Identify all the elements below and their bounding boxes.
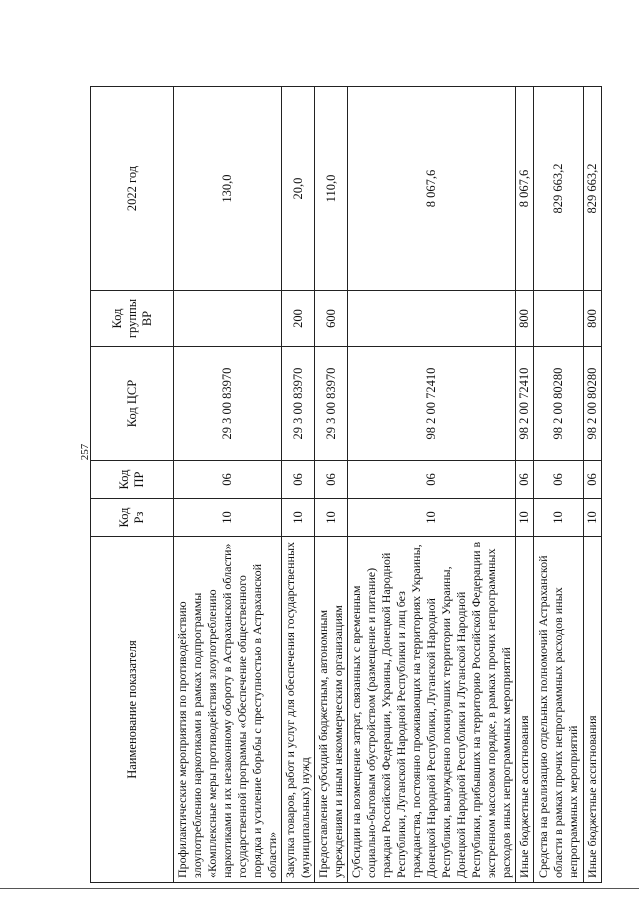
row-rz: 10: [584, 499, 602, 537]
row-csr: 29 3 00 83970: [282, 347, 315, 461]
row-pr: 06: [516, 461, 534, 499]
row-pr: 06: [174, 461, 282, 499]
row-value: 110,0: [315, 87, 348, 291]
table-row: [348, 87, 516, 883]
row-pr: 06: [348, 461, 516, 499]
header-rz: Код Рз: [91, 499, 174, 537]
row-value: 829 663,2: [584, 87, 602, 291]
row-csr: 98 2 00 72410: [348, 347, 516, 461]
row-vr: [174, 291, 282, 347]
row-vr: 600: [315, 291, 348, 347]
row-csr: 29 3 00 83970: [174, 347, 282, 461]
row-name: Иные бюджетные ассигнования: [516, 537, 534, 883]
page-number: 257: [79, 443, 91, 461]
row-vr: 200: [282, 291, 315, 347]
header-row: [91, 87, 174, 883]
table-row: [584, 87, 602, 883]
header-year: 2022 год: [91, 87, 174, 291]
header-vr: Код группы ВР: [91, 291, 174, 347]
table-row: [174, 87, 282, 883]
row-name: Субсидии на возмещение затрат, связанных с временным социально-бытовым обустройством (размещение и питание) граждан Российской Федерации, Украины, Донецкой Народной Республики, Луганской Народной Республики и лиц без гражданства, постоянно проживающих на территориях Украины, Донецкой Народной Республики, Луганской Народной Республики, вынужденно покинувших территории Украины, Донецкой Народной Республики и Луганской Народной Республики, прибывших на территорию Российской Федерации в экстренном массовом порядке, в рамках прочих непрограммных расходов иных непрограммных мероприятий: [348, 537, 516, 883]
rotated-table-container: [90, 87, 599, 883]
row-value: 20,0: [282, 87, 315, 291]
row-value: 130,0: [174, 87, 282, 291]
row-rz: 10: [282, 499, 315, 537]
row-rz: 10: [516, 499, 534, 537]
table-row: [516, 87, 534, 883]
header-name: Наименование показателя: [91, 537, 174, 883]
row-csr: 98 2 00 80280: [534, 347, 584, 461]
row-vr: 800: [584, 291, 602, 347]
row-rz: 10: [315, 499, 348, 537]
row-name: Закупка товаров, работ и услуг для обеспечения государственных (муниципальных) нужд: [282, 537, 315, 883]
row-name: Предоставление субсидий бюджетным, автономным учреждениям и иным некоммерческим организациям: [315, 537, 348, 883]
row-pr: 06: [534, 461, 584, 499]
row-vr: [534, 291, 584, 347]
row-value: 8 067,6: [516, 87, 534, 291]
row-vr: [348, 291, 516, 347]
budget-table: [90, 86, 602, 883]
row-name: Иные бюджетные ассигнования: [584, 537, 602, 883]
row-rz: 10: [534, 499, 584, 537]
row-csr: 29 3 00 83970: [315, 347, 348, 461]
row-value: 829 663,2: [534, 87, 584, 291]
row-pr: 06: [315, 461, 348, 499]
row-csr: 98 2 00 80280: [584, 347, 602, 461]
table-row: [282, 87, 315, 883]
row-pr: 06: [282, 461, 315, 499]
table-row: [534, 87, 584, 883]
row-name: Средства на реализацию отдельных полномочий Астраханской области в рамках прочих непрограммных расходов иных непрограммных мероприятий: [534, 537, 584, 883]
table-row: [315, 87, 348, 883]
header-pr: Код ПР: [91, 461, 174, 499]
row-vr: 800: [516, 291, 534, 347]
row-rz: 10: [174, 499, 282, 537]
row-name: Профилактические мероприятия по противодействию злоупотреблению наркотиками в рамках подпрограммы «Комплексные меры противодействия злоупотреблению наркотиками и их незаконному обороту в Астраханской области» государственной программы «Обеспечение общественного порядка и усиление борьбы с преступностью в Астраханской области»: [174, 537, 282, 883]
bottom-rule: [0, 888, 639, 889]
header-csr: Код ЦСР: [91, 347, 174, 461]
row-value: 8 067,6: [348, 87, 516, 291]
row-pr: 06: [584, 461, 602, 499]
row-csr: 98 2 00 72410: [516, 347, 534, 461]
row-rz: 10: [348, 499, 516, 537]
